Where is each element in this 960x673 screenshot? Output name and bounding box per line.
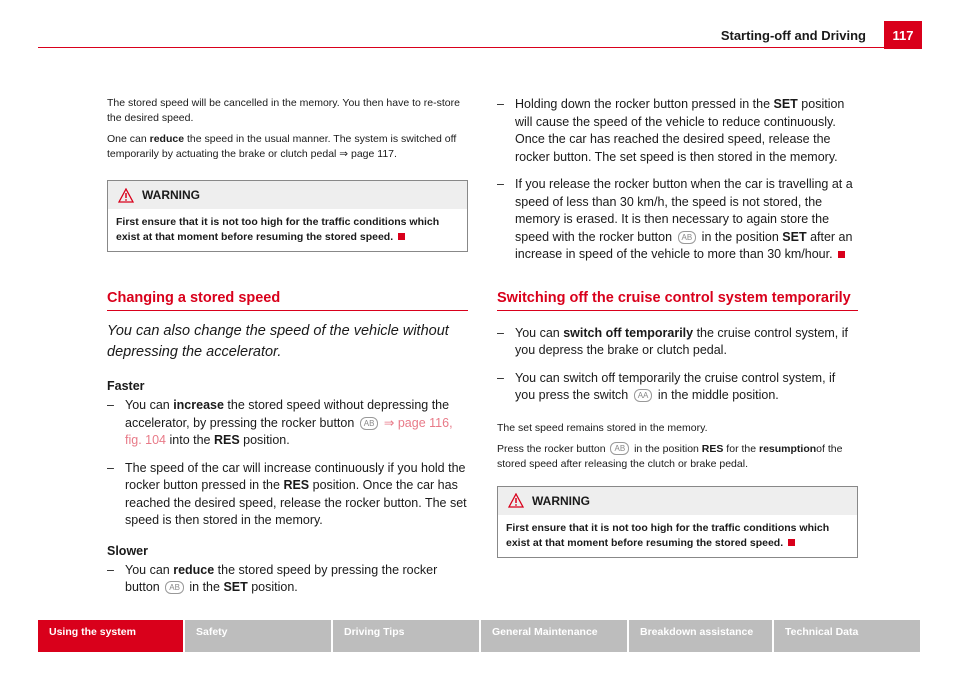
list-item: – You can switch off temporarily the cruise control system, if you press the switch AA in the middle position.	[497, 370, 858, 405]
page-number: 117	[884, 21, 922, 49]
left-column	[107, 96, 468, 607]
paragraph-cancelled: The stored speed will be cancelled in the memory. You then have to re-store the desired speed.	[107, 97, 460, 124]
warning-text: First ensure that it is not too high for the traffic conditions which exist at that moment before resuming the stored speed.	[506, 521, 830, 549]
right-column	[497, 96, 858, 558]
footer-tab-general-maintenance[interactable]: General Maintenance	[481, 620, 627, 652]
warning-triangle-icon	[118, 188, 134, 203]
list-item: – The speed of the car will increase continuously if you hold the rocker button pressed in the RES position. Once the car has reached the desired speed, release the rocker button. The set speed is then stored in the memory.	[107, 460, 468, 530]
list-item: – You can switch off temporarily the cruise control system, if you depress the brake or clutch pedal.	[497, 325, 858, 360]
list-item: – You can increase the stored speed without depressing the accelerator, by pressing the rocker button AB ⇒ page 116, fig. 104 into the RES position.	[107, 397, 468, 450]
footer-tab-driving-tips[interactable]: Driving Tips	[333, 620, 479, 652]
section-lead: You can also change the speed of the vehicle without depressing the accelerator.	[107, 323, 449, 360]
footer-tab-safety[interactable]: Safety	[185, 620, 331, 652]
rocker-button-label: AB	[360, 417, 379, 430]
header-rule	[38, 47, 922, 48]
end-marker	[398, 233, 405, 240]
rocker-button-label: AB	[165, 581, 184, 594]
page-link[interactable]: ⇒ page 116, fig. 104	[125, 415, 453, 447]
section-heading-switching-off: Switching off the cruise control system temporarily	[497, 290, 858, 311]
footer-tab-breakdown-assistance[interactable]: Breakdown assistance	[629, 620, 772, 652]
subheading-slower: Slower	[107, 543, 148, 558]
footer-tab-technical-data[interactable]: Technical Data	[774, 620, 920, 652]
paragraph-reduce: One can reduce the speed in the usual manner. The system is switched off temporarily by actuating the brake or clutch pedal ⇒ page 117.	[107, 133, 457, 160]
end-marker	[788, 539, 795, 546]
switch-label: AA	[634, 389, 653, 402]
rocker-button-label: AB	[610, 442, 629, 455]
warning-text: First ensure that it is not too high for the traffic conditions which exist at that moment before resuming the stored speed.	[116, 216, 440, 243]
footer-nav	[38, 620, 922, 652]
warning-box	[107, 180, 468, 252]
warning-box	[497, 486, 858, 558]
warning-header	[108, 181, 467, 209]
warning-title: WARNING	[142, 188, 200, 202]
end-marker	[838, 251, 845, 258]
note-stored: The set speed remains stored in the memory.	[497, 421, 708, 434]
header-title: Starting-off and Driving	[720, 28, 866, 43]
rocker-button-label: AB	[678, 231, 697, 244]
warning-title: WARNING	[532, 493, 590, 508]
note-resume: Press the rocker button AB in the position RES for the resumptionof the stored speed after releasing the clutch or brake pedal.	[497, 442, 843, 470]
footer-tab-using-the-system[interactable]: Using the system	[38, 620, 183, 652]
subheading-faster: Faster	[107, 379, 145, 393]
warning-header	[498, 487, 857, 515]
list-item: – Holding down the rocker button pressed in the SET position will cause the speed of the vehicle to reduce continuously. Once the car has reached the desired speed, release the rocker button. The set speed is then stored in the memory.	[497, 96, 858, 166]
list-item: – If you release the rocker button when the car is travelling at a speed of less than 30 km/h, the speed is not stored, the memory is erased. It is then necessary to again store the speed with the rocker button AB in the position SET after an increase in speed of the vehicle to more than 30 km/hour.	[497, 176, 858, 264]
warning-triangle-icon	[508, 493, 524, 508]
section-heading-changing: Changing a stored speed	[107, 290, 468, 311]
list-item: – You can reduce the stored speed by pressing the rocker button AB in the SET position.	[107, 562, 468, 597]
